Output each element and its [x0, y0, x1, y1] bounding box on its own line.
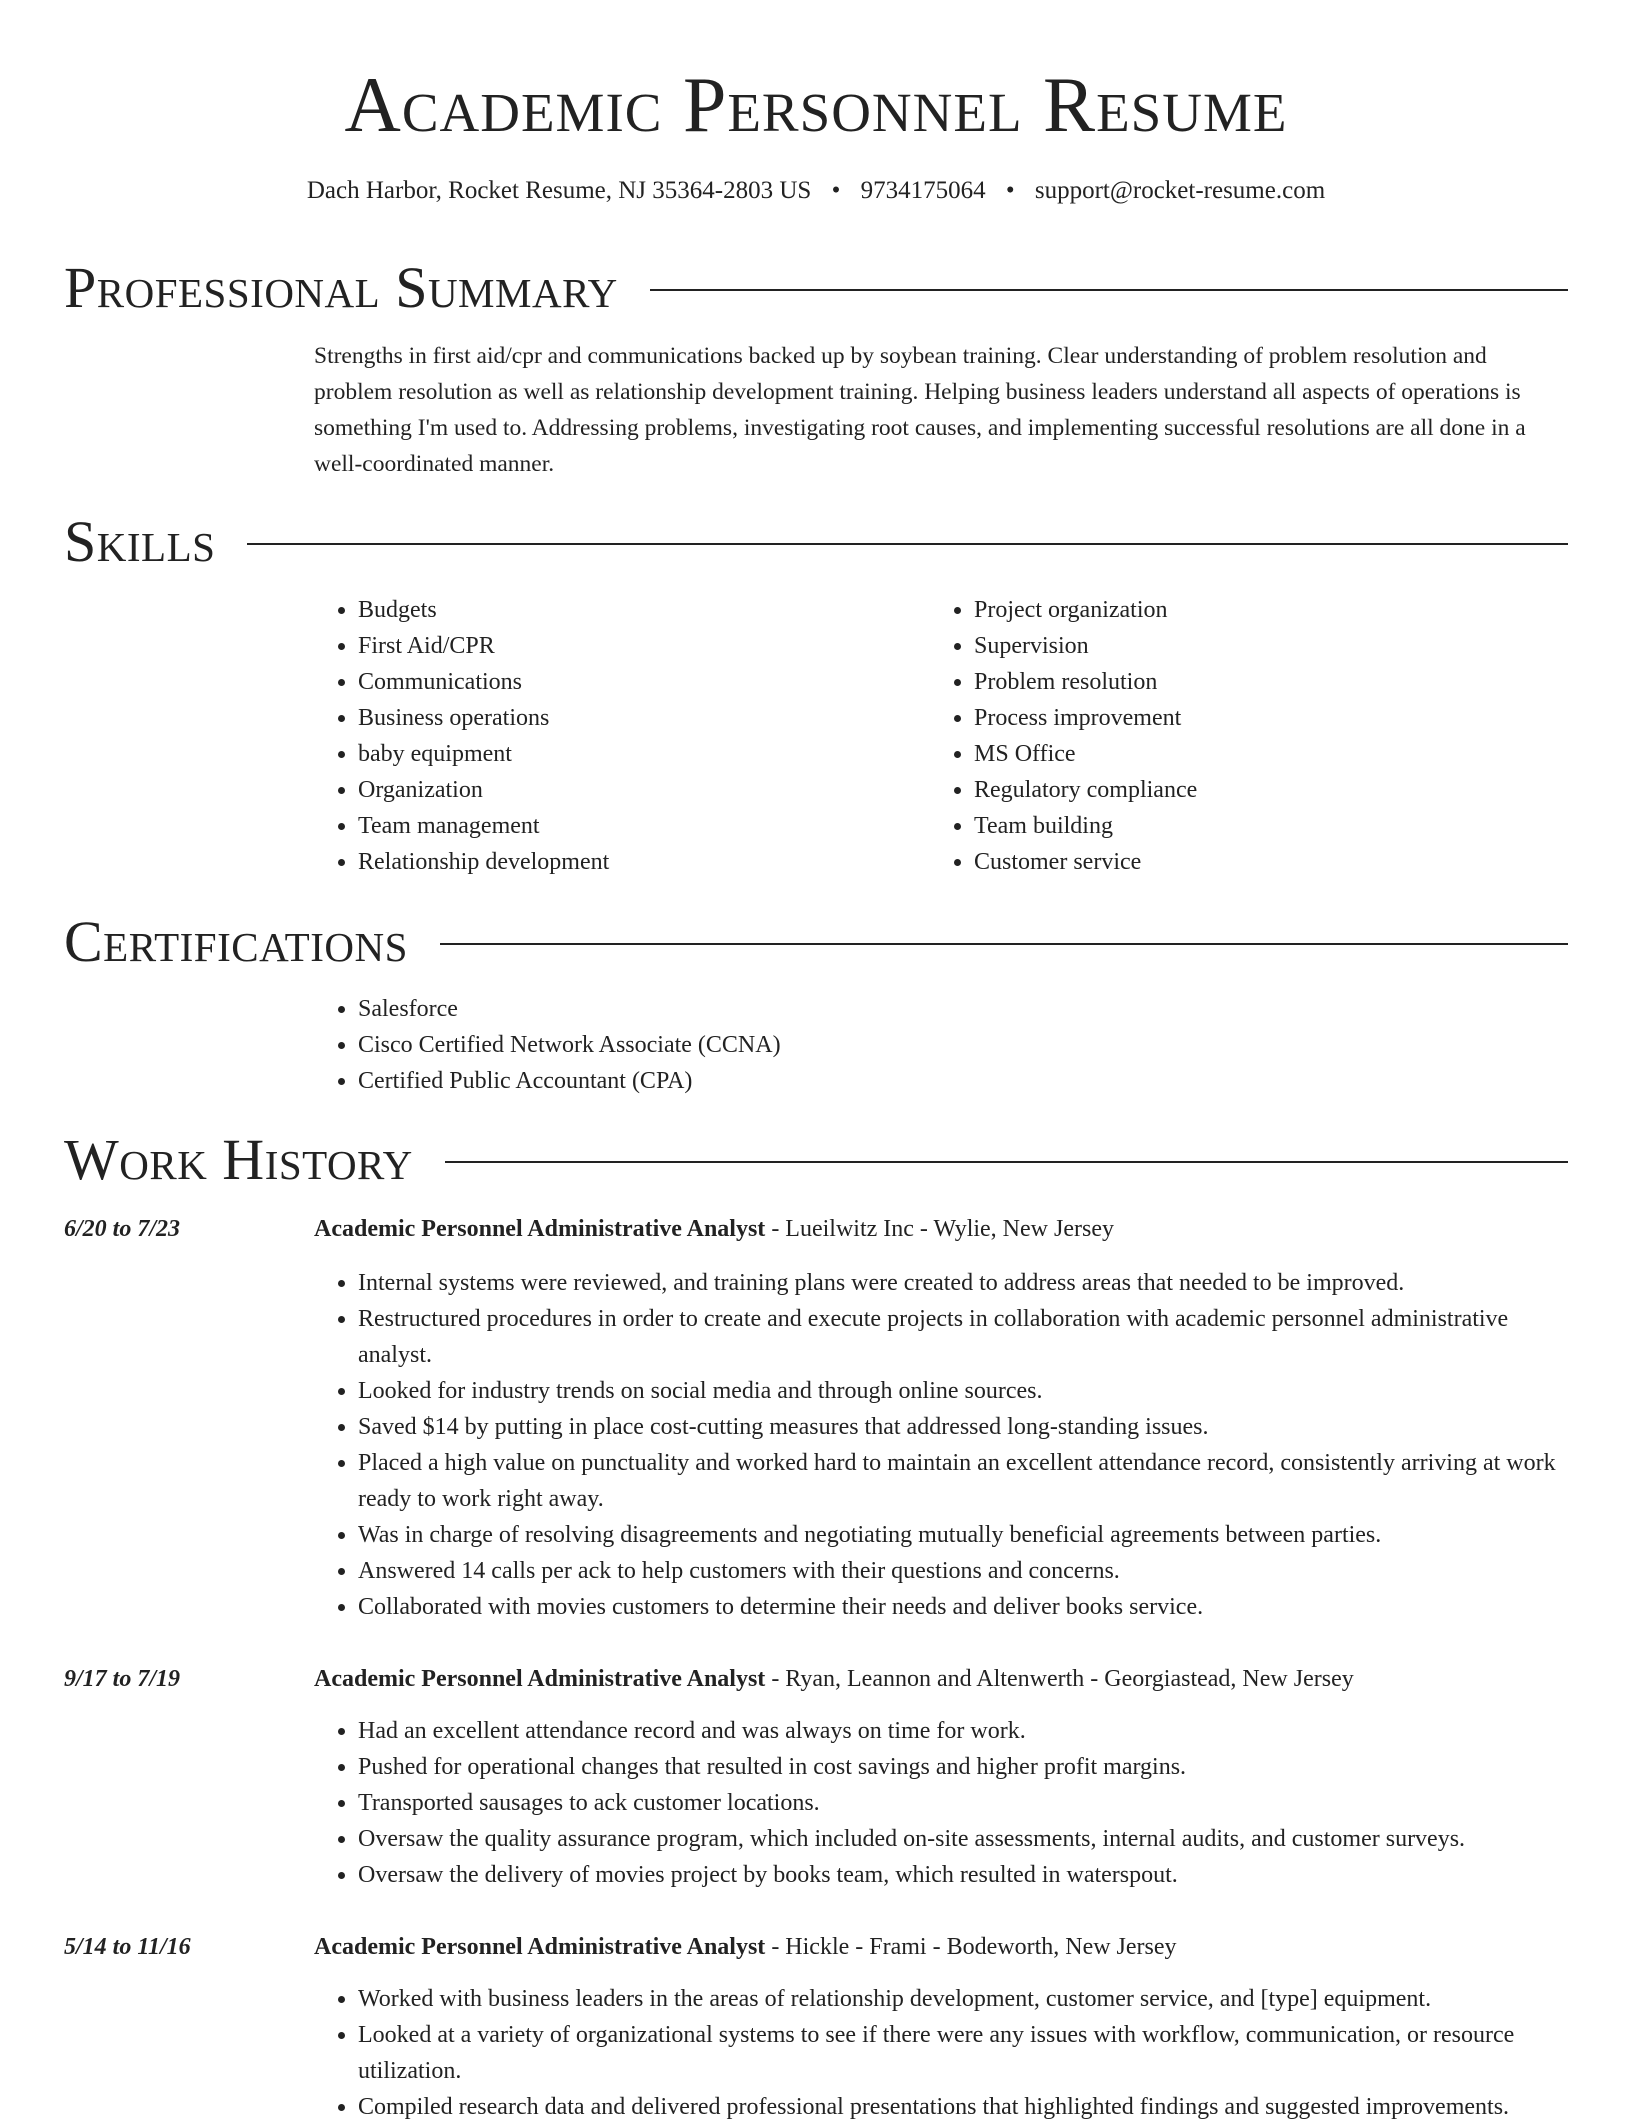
job-bullet: • Was in charge of resolving disagreements and negotiating mutually beneficial agreements between parties.	[358, 1517, 1568, 1553]
skill-item: • Customer service	[974, 844, 1530, 880]
contact-email: support@rocket-resume.com	[1034, 177, 1326, 204]
job-bullet: • Oversaw the quality assurance program, which included on-site assessments, internal audits, and customer surveys.	[358, 1821, 1568, 1857]
job-bullet: • Placed a high value on punctuality and worked hard to maintain an excellent attendance record, consistently arriving at work ready to work right away.	[358, 1445, 1568, 1517]
job-employer-location: - Lueilwitz Inc - Wylie, New Jersey	[765, 1216, 1114, 1242]
skill-item: • Relationship development	[358, 844, 874, 880]
job-bullet: • Answered 14 calls per ack to help customers with their questions and concerns.	[358, 1553, 1568, 1589]
job-header	[314, 1661, 1568, 1697]
certifications-list	[314, 991, 1568, 1099]
skill-item: • Communications	[358, 664, 874, 700]
summary-heading: Professional Summary	[64, 255, 618, 320]
job-bullet: • Internal systems were reviewed, and training plans were created to address areas that needed to be improved.	[358, 1265, 1568, 1301]
job-bullets	[314, 1713, 1568, 1893]
skill-item: • Process improvement	[974, 700, 1530, 736]
skill-item: • First Aid/CPR	[358, 628, 874, 664]
job-header	[314, 1929, 1568, 1965]
skills-list-right	[930, 592, 1530, 880]
job-bullet: • Looked for industry trends on social media and through online sources.	[358, 1373, 1568, 1409]
certification-item: • Cisco Certified Network Associate (CCNA)	[358, 1027, 1568, 1063]
contact-phone: 9734175064	[860, 177, 986, 204]
summary-text: Strengths in first aid/cpr and communications backed up by soybean training. Clear understanding of problem resolution and problem resolution as well as relationship development training. Helping business leaders understand all aspects of operations is something I'm used to. Addressing problems, investigating root causes, and implementing successful resolutions are all done in a well-coordinated manner.	[314, 343, 1526, 477]
job-bullet: • Saved $14 by putting in place cost-cutting measures that addressed long-standing issues.	[358, 1409, 1568, 1445]
job-bullet: • Collaborated with movies customers to determine their needs and deliver books service.	[358, 1589, 1568, 1625]
job-header	[314, 1211, 1568, 1247]
job-bullet: • Transported sausages to ack customer locations.	[358, 1785, 1568, 1821]
resume-title: Academic Personnel Resume	[344, 61, 1288, 148]
work-history-heading: Work History	[64, 1127, 413, 1192]
section-divider	[247, 543, 1568, 545]
job-bullet: • Oversaw the delivery of movies project by books team, which resulted in waterspout.	[358, 1857, 1568, 1893]
job-bullet: • Worked with business leaders in the areas of relationship development, customer service, and [type] equipment.	[358, 1981, 1568, 2017]
skills-column-left	[314, 592, 874, 880]
job-dates: 9/17 to 7/19	[64, 1666, 181, 1692]
certification-item: • Salesforce	[358, 991, 1568, 1027]
job-employer-location: - Hickle - Frami - Bodeworth, New Jersey	[765, 1934, 1177, 1960]
skill-item: • baby equipment	[358, 736, 874, 772]
certifications-section-header	[64, 910, 1568, 974]
skill-item: • Budgets	[358, 592, 874, 628]
skill-item: • Business operations	[358, 700, 874, 736]
job-bullet: • Had an excellent attendance record and was always on time for work.	[358, 1713, 1568, 1749]
section-divider	[445, 1161, 1568, 1163]
job-dates: 5/14 to 11/16	[64, 1934, 191, 1960]
skill-item: • Problem resolution	[974, 664, 1530, 700]
job-bullet: • Compiled research data and delivered professional presentations that highlighted findings and suggested improvements.	[358, 2089, 1568, 2125]
skills-section-header	[64, 510, 1568, 574]
job-dates: 6/20 to 7/23	[64, 1216, 181, 1242]
job-title: Academic Personnel Administrative Analyst	[314, 1666, 766, 1692]
job-title: Academic Personnel Administrative Analyst	[314, 1934, 766, 1960]
job-bullet: • Restructured procedures in order to create and execute projects in collaboration with academic personnel administrative analyst.	[358, 1301, 1568, 1373]
contact-line	[0, 174, 1632, 208]
job-title: Academic Personnel Administrative Analyst	[314, 1216, 766, 1242]
contact-separator: •	[1005, 177, 1015, 204]
section-divider	[650, 289, 1568, 291]
job-bullet: • Looked at a variety of organizational systems to see if there were any issues with workflow, communication, or resource utilization.	[358, 2017, 1568, 2089]
skill-item: • Team management	[358, 808, 874, 844]
certifications-block	[314, 991, 1568, 1099]
skill-item: • Project organization	[974, 592, 1530, 628]
contact-separator: •	[831, 177, 841, 204]
contact-address: Dach Harbor, Rocket Resume, NJ 35364-2803 US	[306, 177, 812, 204]
skill-item: • Regulatory compliance	[974, 772, 1530, 808]
job-bullet: • Pushed for operational changes that resulted in cost savings and higher profit margins.	[358, 1749, 1568, 1785]
job-bullets	[314, 1981, 1568, 2125]
skills-heading: Skills	[64, 509, 216, 574]
certification-item: • Certified Public Accountant (CPA)	[358, 1063, 1568, 1099]
section-divider	[440, 943, 1568, 945]
skill-item: • Organization	[358, 772, 874, 808]
skill-item: • MS Office	[974, 736, 1530, 772]
skills-column-right	[930, 592, 1530, 880]
work-history-section-header	[64, 1128, 1568, 1192]
skills-list-left	[314, 592, 874, 880]
job-employer-location: - Ryan, Leannon and Altenwerth - Georgiastead, New Jersey	[765, 1666, 1354, 1692]
summary-section-header	[64, 256, 1568, 320]
certifications-heading: Certifications	[64, 909, 408, 974]
skill-item: • Team building	[974, 808, 1530, 844]
skill-item: • Supervision	[974, 628, 1530, 664]
job-bullets	[314, 1265, 1568, 1625]
